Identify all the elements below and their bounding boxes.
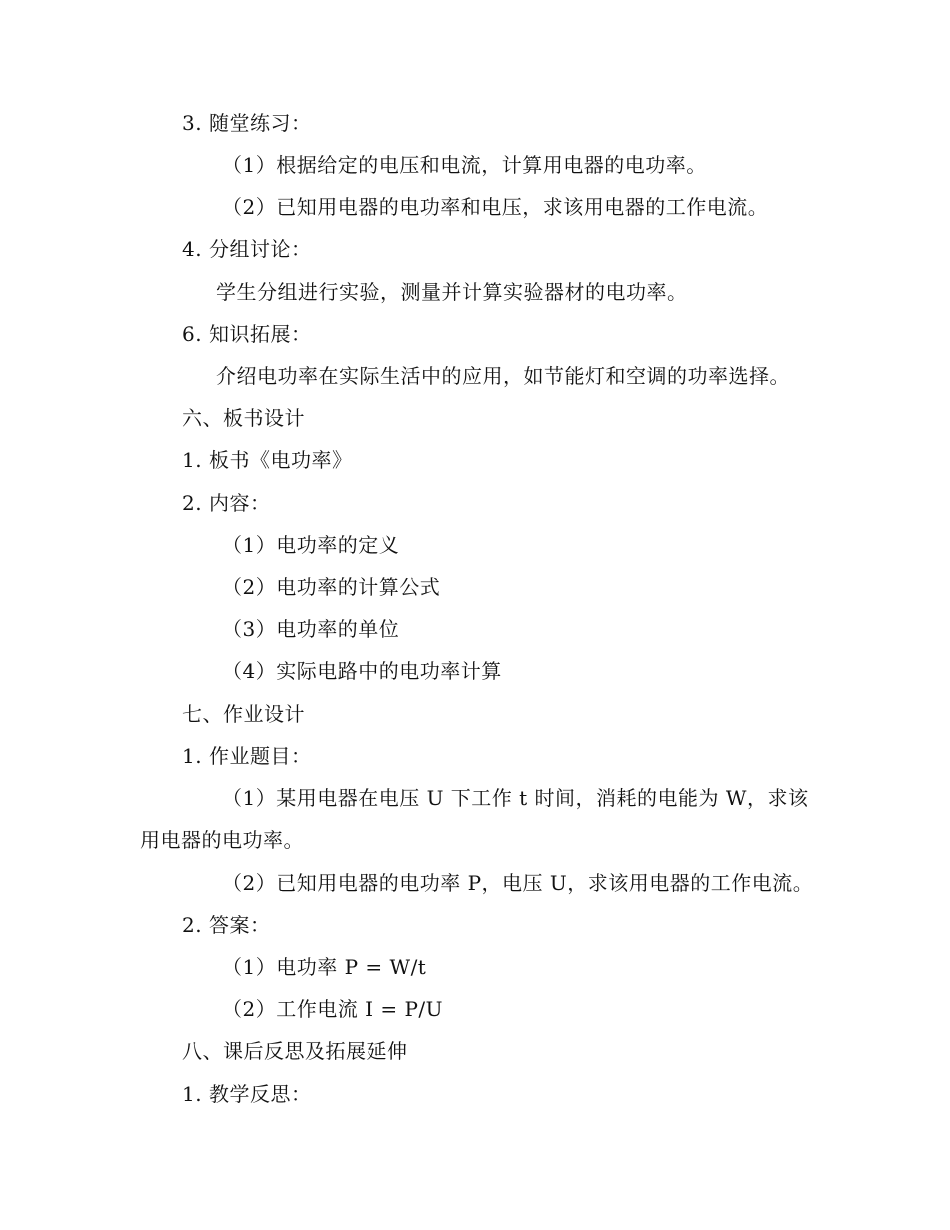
section-item-3: 3. 随堂练习： — [182, 111, 312, 135]
heading-reflection: 八、课后反思及拓展延伸 — [182, 1039, 408, 1063]
homework-question-2: （2）已知用电器的电功率 P，电压 U，求该用电器的工作电流。 — [222, 871, 814, 895]
content-item-3: （3）电功率的单位 — [222, 617, 400, 641]
content-item-2: （2）电功率的计算公式 — [222, 575, 441, 599]
exercise-item-1: （1）根据给定的电压和电流，计算用电器的电功率。 — [222, 153, 707, 177]
homework-question-1-line-2: 用电器的电功率。 — [140, 828, 304, 852]
heading-board-design: 六、板书设计 — [182, 406, 305, 430]
section-item-6: 6. 知识拓展： — [182, 322, 312, 346]
homework-question-1-line-1: （1）某用电器在电压 U 下工作 t 时间，消耗的电能为 W，求该 — [222, 786, 809, 810]
board-item-1: 1. 板书《电功率》 — [182, 448, 353, 472]
section-item-4: 4. 分组讨论： — [182, 237, 312, 261]
group-discussion-text: 学生分组进行实验，测量并计算实验器材的电功率。 — [216, 280, 688, 304]
reflection-item-1: 1. 教学反思： — [182, 1082, 312, 1106]
content-item-1: （1）电功率的定义 — [222, 533, 400, 557]
heading-homework-design: 七、作业设计 — [182, 702, 305, 726]
knowledge-extension-text: 介绍电功率在实际生活中的应用，如节能灯和空调的功率选择。 — [216, 364, 790, 388]
board-item-2: 2. 内容： — [182, 491, 271, 515]
homework-item-2: 2. 答案： — [182, 913, 271, 937]
homework-item-1: 1. 作业题目： — [182, 744, 312, 768]
content-item-4: （4）实际电路中的电功率计算 — [222, 659, 502, 683]
answer-1: （1）电功率 P = W/t — [222, 955, 427, 979]
exercise-item-2: （2）已知用电器的电功率和电压，求该用电器的工作电流。 — [222, 195, 769, 219]
answer-2: （2）工作电流 I = P/U — [222, 997, 444, 1021]
